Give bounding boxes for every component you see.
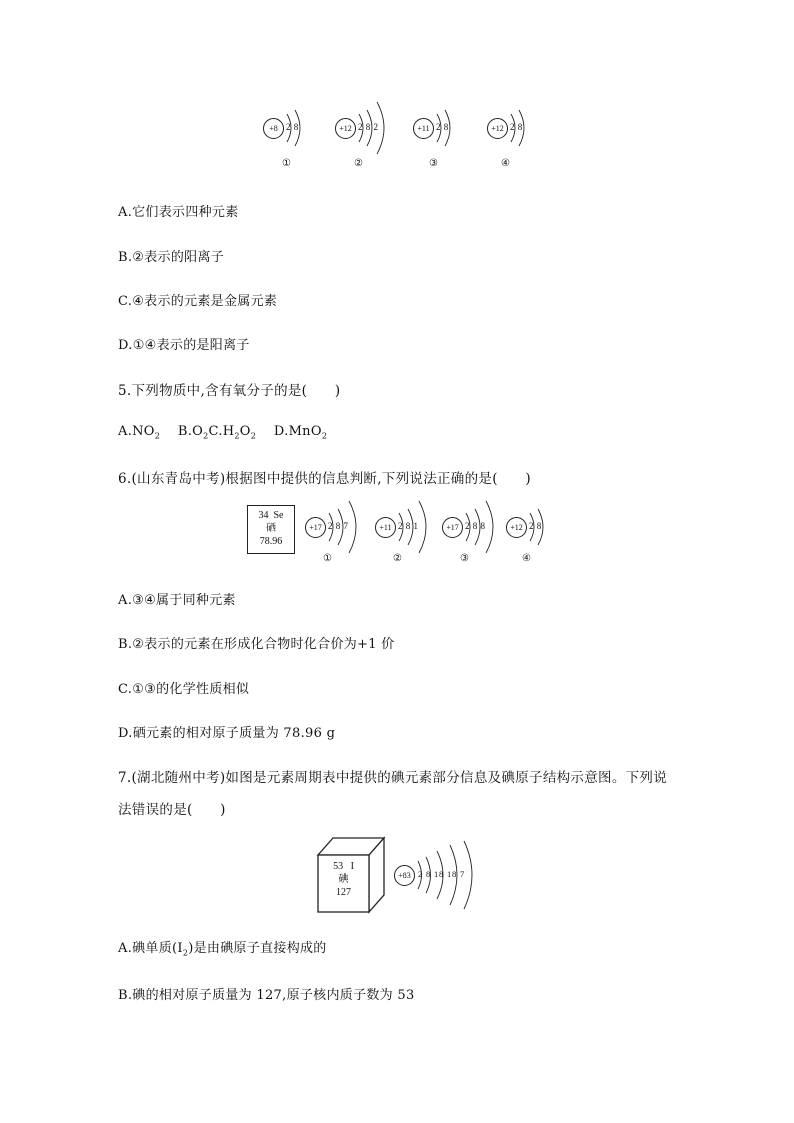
electron-counts: 2 8 18 18 7 bbox=[418, 869, 466, 879]
q7-stem-line-2: 法错误的是( ) bbox=[118, 802, 226, 818]
atomic-number: 53 bbox=[333, 861, 344, 872]
q5-options bbox=[118, 424, 327, 441]
q6-option-c: C.①③的化学性质相似 bbox=[118, 682, 250, 697]
tile-header bbox=[319, 860, 368, 873]
nucleus: +12 bbox=[335, 118, 356, 139]
diagram-label: ① bbox=[282, 158, 291, 169]
nucleus: +17 bbox=[305, 517, 326, 538]
figure-selenium-and-atoms bbox=[0, 505, 794, 565]
q4-option-b: B.②表示的阳离子 bbox=[118, 250, 225, 265]
element-name: 碘 bbox=[338, 874, 349, 885]
element-tile-iodine bbox=[319, 860, 368, 912]
q6-stem: 6.(山东青岛中考)根据图中提供的信息判断,下列说法正确的是( ) bbox=[118, 471, 531, 487]
electron-counts: 2 8 bbox=[436, 122, 449, 132]
q5-option-c: $C.H_2O_2$ bbox=[208, 424, 257, 441]
element-tile-selenium bbox=[247, 505, 295, 554]
electron-counts: 2 8 1 bbox=[398, 521, 419, 531]
figure-atom-diagrams-1 bbox=[0, 100, 794, 180]
q6-option-a: A.③④属于同种元素 bbox=[118, 593, 236, 608]
nucleus: +12 bbox=[506, 517, 527, 538]
atomic-number: 34 bbox=[258, 510, 269, 521]
q5-option-d: D.MnO$_2$ bbox=[273, 424, 328, 441]
element-symbol: Se bbox=[273, 510, 284, 521]
atomic-mass: 127 bbox=[336, 887, 351, 898]
q5-stem: 5.下列物质中,含有氧分子的是( ) bbox=[118, 383, 341, 399]
electron-counts: 2 8 bbox=[286, 122, 299, 132]
q5-option-b: $B.O_2$ bbox=[177, 424, 209, 441]
q6-option-b: B.②表示的元素在形成化合物时化合价为+1 价 bbox=[118, 637, 395, 652]
electron-counts: 2 8 bbox=[510, 122, 523, 132]
q4-option-a: A.它们表示四种元素 bbox=[118, 205, 239, 220]
electron-counts: 2 8 2 bbox=[358, 122, 379, 132]
element-symbol: I bbox=[350, 861, 354, 872]
electron-counts: 2 8 8 bbox=[465, 521, 486, 531]
q7-option-a: A.碘单质$(I_2)$是由碘原子直接构成的 bbox=[118, 941, 327, 958]
nucleus: +11 bbox=[413, 118, 434, 139]
figure-iodine-and-atom bbox=[0, 835, 794, 915]
element-name: 硒 bbox=[266, 523, 276, 534]
diagram-label: ③ bbox=[460, 553, 469, 564]
nucleus: +8 bbox=[263, 118, 284, 139]
q7-option-b: B.碘的相对原子质量为 127,原子核内质子数为 53 bbox=[118, 988, 415, 1003]
q7-stem-line-1: 7.(湖北随州中考)如图是元素周期表中提供的碘元素部分信息及碘原子结构示意图。下列说 bbox=[118, 770, 668, 786]
diagram-label: ④ bbox=[501, 158, 510, 169]
diagram-label: ③ bbox=[429, 158, 438, 169]
diagram-label: ② bbox=[393, 553, 402, 564]
q4-option-c: C.④表示的元素是金属元素 bbox=[118, 294, 278, 309]
nucleus: +11 bbox=[375, 517, 396, 538]
q5-option-a: $A.NO_2$ bbox=[118, 424, 161, 441]
diagram-label: ② bbox=[354, 158, 363, 169]
diagram-label: ① bbox=[323, 553, 332, 564]
atomic-mass: 78.96 bbox=[259, 536, 283, 547]
nucleus: +83 bbox=[394, 865, 415, 886]
q6-option-d: D.硒元素的相对原子质量为 78.96 g bbox=[118, 726, 336, 741]
electron-counts: 2 8 7 bbox=[328, 521, 349, 531]
diagram-label: ④ bbox=[522, 553, 531, 564]
q4-option-d: D.①④表示的是阳离子 bbox=[118, 338, 250, 353]
nucleus: +17 bbox=[442, 517, 463, 538]
tile-header bbox=[248, 509, 294, 522]
nucleus: +12 bbox=[487, 118, 508, 139]
electron-counts: 2 8 bbox=[529, 521, 542, 531]
